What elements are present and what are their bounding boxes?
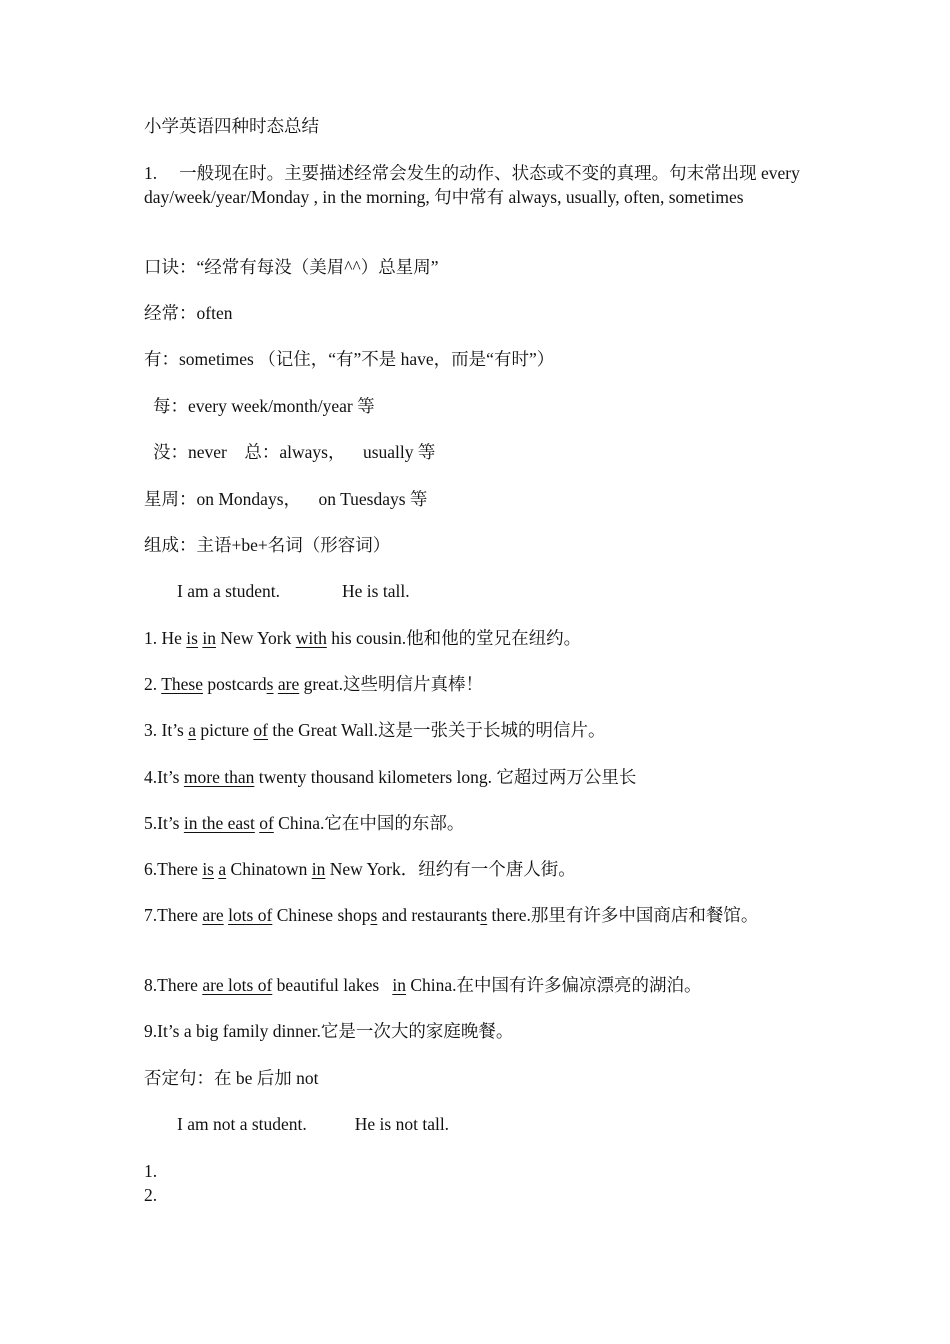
mnemonic-weekdays xyxy=(144,487,427,511)
example-pos-a: I am a student. xyxy=(177,581,281,601)
section-text: 一般现在时。主要描述经常会发生的动作、状态或不变的真理。句末常出现 every day/week/year/Monday , in the morning, 句中常有 always, usually, often, sometimes xyxy=(144,163,800,207)
weekday-a: 星周：on Mondays， xyxy=(144,489,302,509)
example-neg-b: He is not tall. xyxy=(354,1114,450,1134)
example-pos-b: He is tall. xyxy=(342,581,410,601)
negative-rule: 否定句：在 be 后加 not xyxy=(144,1068,319,1088)
mnemonic-always: 总：always， xyxy=(244,442,346,462)
composition: 组成：主语+be+名词（形容词） xyxy=(144,535,391,555)
weekday-b: on Tuesdays 等 xyxy=(318,489,428,509)
mnemonic-never-always xyxy=(153,440,435,464)
sentence-3: 3. It’s a picture of the Great Wall.这是一张关于长城的明信片。 xyxy=(144,720,606,740)
trailing-item-2: 2. xyxy=(144,1185,158,1205)
example-positive xyxy=(177,579,410,603)
mnemonic-usually: usually 等 xyxy=(362,442,436,462)
mnemonic-every: 每：every week/month/year 等 xyxy=(153,396,375,416)
mnemonic-often: 经常：often xyxy=(144,303,233,323)
section-1-paragraph xyxy=(144,161,809,209)
sentence-5: 5.It’s in the east of China.它在中国的东部。 xyxy=(144,813,465,833)
sentence-1: 1. He is in New York with his cousin.他和他的堂兄在纽约。 xyxy=(144,628,582,648)
sentence-8: 8.There are lots of beautiful lakes in China.在中国有许多偏凉漂亮的湖泊。 xyxy=(144,975,702,995)
sentence-9: 9.It’s a big family dinner.它是一次大的家庭晚餐。 xyxy=(144,1021,514,1041)
sentence-6: 6.There is a Chinatown in New York．纽约有一个唐人街。 xyxy=(144,859,576,879)
trailing-item-1: 1. xyxy=(144,1161,158,1181)
sentence-7: 7.There are lots of Chinese shops and restaurants there.那里有许多中国商店和餐馆。 xyxy=(144,905,759,925)
example-neg-a: I am not a student. xyxy=(177,1114,307,1134)
mnemonic-sometimes: 有：sometimes （记住，“有”不是 have，而是“有时”） xyxy=(144,349,555,369)
document-title: 小学英语四种时态总结 xyxy=(144,116,319,136)
mnemonic-never: 没：never xyxy=(153,442,227,462)
sentence-2: 2. These postcards are great.这些明信片真棒！ xyxy=(144,674,483,694)
sentence-4: 4.It’s more than twenty thousand kilometers long. 它超过两万公里长 xyxy=(144,767,637,787)
section-number: 1. xyxy=(144,163,158,183)
mnemonic: 口诀：“经常有每没（美眉^^）总星周” xyxy=(144,257,439,277)
example-negative xyxy=(177,1112,449,1136)
